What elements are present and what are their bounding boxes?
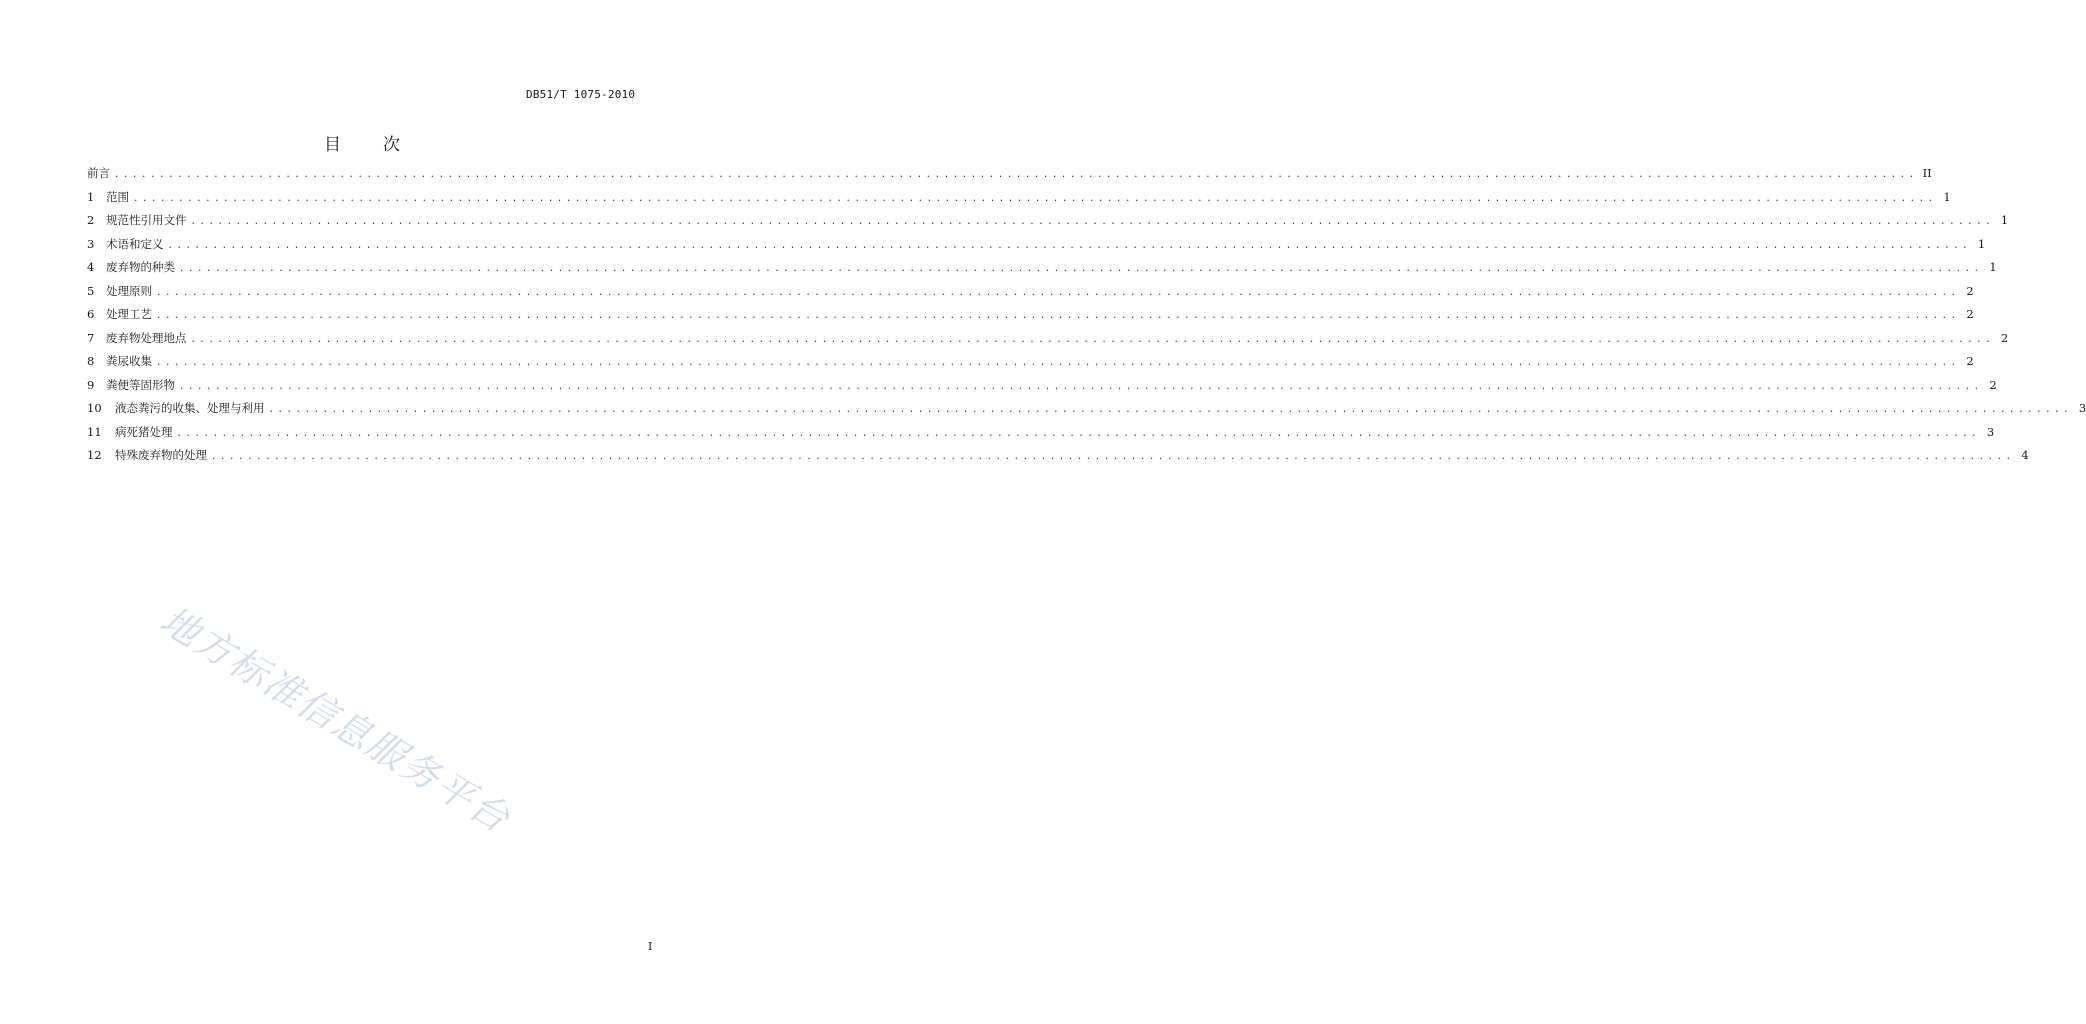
toc-entry-page: 2	[1989, 377, 1997, 392]
toc-entry-title: 处理原则	[106, 283, 152, 298]
toc-entry-number: 7	[87, 330, 95, 345]
toc-entry-number: 1	[87, 189, 95, 204]
watermark: 地方标准信息服务平台	[152, 597, 519, 842]
toc-entry-number: 2	[87, 213, 95, 227]
toc-list	[87, 164, 2086, 470]
toc-entry-title: 规范性引用文件	[106, 213, 187, 227]
toc-entry-page: 3	[2078, 401, 2086, 415]
toc-dot-leader: ........................................................................................................................................................................................................	[156, 358, 1960, 368]
toc-entry-4[interactable]	[87, 258, 1997, 282]
toc-entry-5[interactable]	[87, 282, 1974, 306]
toc-title	[0, 130, 724, 155]
toc-entry-page: 4	[2021, 448, 2029, 462]
toc-entry-page: 1	[2000, 213, 2009, 227]
toc-entry-page: 2	[1966, 283, 1974, 298]
toc-entry-number: 9	[87, 377, 95, 392]
page-number: I	[648, 940, 653, 953]
toc-entry-page: 1	[1977, 236, 1986, 251]
toc-dot-leader: ........................................................................................................................................................................................................	[179, 264, 1983, 274]
toc-entry-page: 3	[1986, 424, 1995, 439]
toc-entry-title: 粪尿收集	[106, 354, 152, 368]
toc-entry-title: 术语和定义	[106, 236, 164, 251]
toc-entry-9[interactable]	[87, 376, 1997, 400]
toc-entry-title: 处理工艺	[106, 307, 152, 321]
toc-entry-6[interactable]	[87, 305, 1974, 329]
toc-entry-title: 特殊废弃物的处理	[115, 448, 207, 462]
toc-entry-foreword[interactable]	[87, 164, 1932, 188]
toc-dot-leader: ........................................................................................................................................................................................................	[156, 287, 1960, 298]
toc-dot-leader: ........................................................................................................................................................................................................	[133, 193, 1937, 204]
toc-entry-number: 5	[87, 283, 95, 298]
toc-dot-leader: ........................................................................................................................................................................................................	[176, 428, 1981, 439]
toc-entry-11[interactable]	[87, 423, 1995, 447]
toc-entry-title: 粪便等固形物	[106, 377, 175, 392]
toc-title-char-2: 次	[383, 135, 400, 155]
toc-entry-title: 液态粪污的收集、处理与利用	[115, 401, 265, 415]
toc-entry-title: 废弃物的种类	[106, 260, 175, 274]
toc-dot-leader: ........................................................................................................................................................................................................	[190, 334, 1995, 345]
toc-entry-12[interactable]	[87, 446, 2029, 470]
toc-entry-title: 病死猪处理	[115, 424, 173, 439]
toc-entry-number: 3	[87, 236, 95, 251]
toc-entry-2[interactable]	[87, 211, 2009, 235]
toc-dot-leader: ........................................................................................................................................................................................................	[167, 240, 1972, 251]
toc-entry-title: 废弃物处理地点	[106, 330, 187, 345]
toc-entry-number: 4	[87, 260, 95, 274]
toc-dot-leader: ........................................................................................................................................................................................................	[179, 381, 1983, 392]
toc-dot-leader: ........................................................................................................................................................................................................	[190, 217, 1995, 227]
toc-entry-page: 1	[1989, 260, 1997, 274]
toc-dot-leader: ........................................................................................................................................................................................................	[211, 452, 2015, 462]
toc-entry-number: 10	[87, 401, 102, 415]
toc-entry-10[interactable]	[87, 399, 2086, 423]
toc-dot-leader: ........................................................................................................................................................................................................	[268, 405, 2073, 415]
toc-entry-page: 2	[2000, 330, 2009, 345]
toc-entry-number: 8	[87, 354, 95, 368]
toc-entry-page: II	[1922, 166, 1932, 180]
toc-entry-3[interactable]	[87, 235, 1986, 259]
toc-entry-number: 6	[87, 307, 95, 321]
toc-title-char-1: 目	[324, 135, 341, 155]
toc-entry-page: 1	[1943, 189, 1951, 204]
toc-entry-page: 2	[1966, 354, 1974, 368]
toc-entry-number: 11	[87, 424, 102, 439]
document-code: DB51/T 1075-2010	[526, 88, 636, 101]
toc-entry-page: 2	[1966, 307, 1974, 321]
toc-entry-7[interactable]	[87, 329, 2009, 353]
toc-entry-1[interactable]	[87, 188, 1951, 212]
toc-entry-title: 前言	[87, 166, 110, 180]
toc-dot-leader: ........................................................................................................................................................................................................	[156, 311, 1960, 321]
toc-entry-number: 12	[87, 448, 102, 462]
toc-dot-leader: ........................................................................................................................................................................................................	[114, 170, 1918, 180]
toc-entry-8[interactable]	[87, 352, 1974, 376]
toc-entry-title: 范围	[106, 189, 129, 204]
